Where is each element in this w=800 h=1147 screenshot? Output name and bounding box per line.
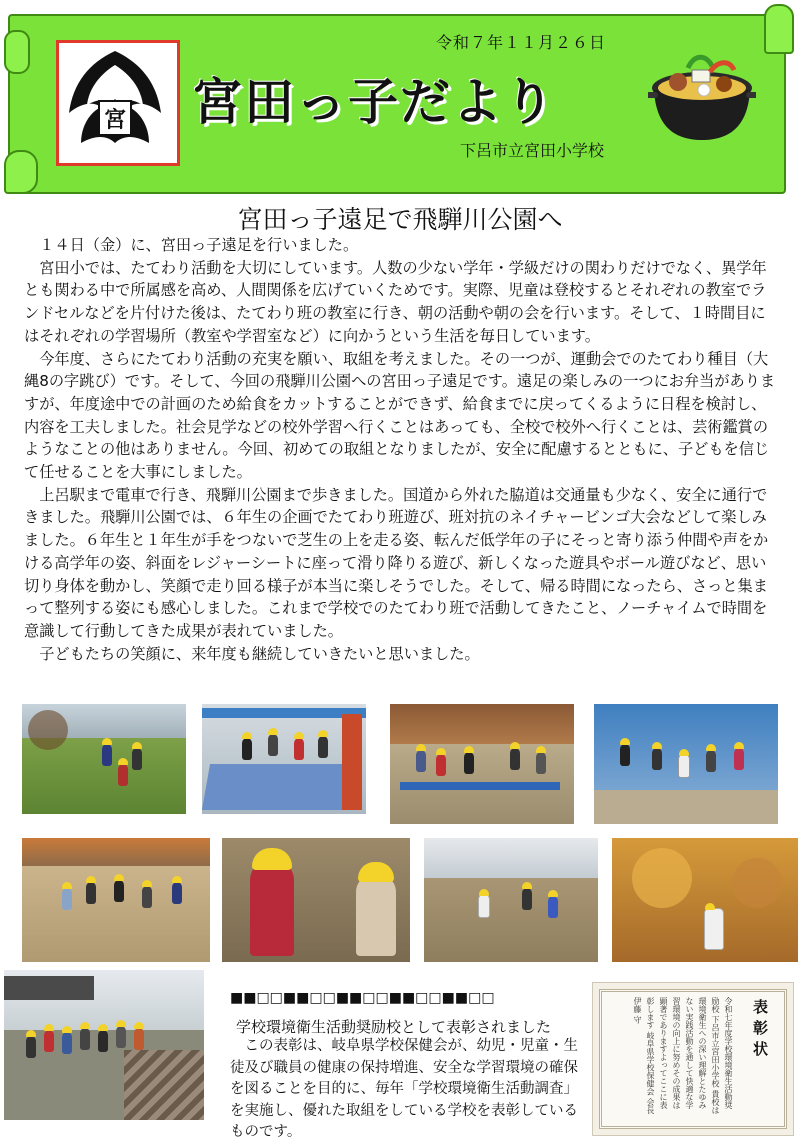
award-description <box>230 1036 586 1144</box>
decorative-box-divider: ■■□□■■□□■■□□■■□□■■□□ <box>230 990 495 1006</box>
photo-two-children-smiling <box>222 838 410 962</box>
photo-climbing-net <box>594 704 778 824</box>
certificate-title: 表彰状 <box>751 999 769 1062</box>
photo-grass-slope <box>22 704 186 814</box>
newsletter-title: 宮田っ子だより <box>192 73 556 131</box>
issue-date: 令和７年１１月２６日 <box>436 33 607 52</box>
article-paragraph: 上呂駅まで電車で行き、飛騨川公園まで歩きました。国道から外れた脇道は交通量も少なく、安全に通行できました。飛騨川公園では、６年生の企画でたてわり班遊び、班対抗のネイチャービンゴ大会などして楽しみました。６年生と１年生が手をつないで芝生の上を走る姿、転んだ低学年の子にそっと寄り添う仲間や声をかける高学年の姿、斜面をレジャーシートに座って滑り降りる遊び、新しくなった遊具やボール遊びなど、思い切り身体を動かし、笑顔で走り回る様子が本当に楽しそうでした。そして、帰る時間になったら、さっと集まって整列する姿にも感心しました。これまで学校でのたてわり班で活動してきたこと、ノーチャイムで時間を意識して行動してきた成果が表れていました。 <box>24 485 769 640</box>
article-paragraph: １４日（金）に、宮田っ子遠足を行いました。 <box>39 236 359 254</box>
photo-group-at-station <box>4 970 204 1120</box>
scroll-curl-left <box>4 30 30 74</box>
emblem-character: 宮 <box>103 108 127 133</box>
certificate-text: 令和七年度学校環境衛生活動奨励校 下呂市立宮田小学校 貴校は環境衛生への深い理解とたゆみない実践活動を通して快適な学習環境の向上に努めその成果は顕著でありますよってここに表彰します 岐阜県学校保健会 会長 伊藤 守 <box>633 997 733 1115</box>
article-paragraph: 今年度、さらにたてわり活動の充実を願い、取組を考えました。その一つが、運動会でのたてわり種目（大縄8の字跳び）です。そして、今回の飛騨川公園への宮田っ子遠足です。遠足の楽しみの一つにお弁当がありますが、年度途中での計画のため給食をカットすることができず、給食までに戻ってくるように日程を検討し、内容を工夫しました。社会見学などの校外学習へ行くことはあっても、全校で校外へ行くことは、芸術鑑賞のようなことの他はありません。今回、初めての取組となりましたが、安全に配慮するとともに、子どもを信じて任せることを大事にしました。 <box>24 349 776 482</box>
article-headline: 宮田っ子遠足で飛騨川公園へ <box>237 205 563 234</box>
photo-playground-slide <box>202 704 366 814</box>
award-paragraph: この表彰は、岐阜県学校保健会が、幼児・児童・生徒及び職員の健康の保持増進、安全な学習環境の確保を図ることを目的に、毎年「学校環境衛生活動調査」を実施し、優れた取組をしている学校を表彰しているものです。 <box>230 1038 578 1140</box>
article-paragraph: 子どもたちの笑顔に、来年度も継続していきたいと思いました。 <box>39 644 480 663</box>
newsletter-banner <box>0 0 800 200</box>
photo-autumn-leaves <box>612 838 798 962</box>
photo-running-field <box>424 838 598 962</box>
photo-team-game <box>22 838 210 962</box>
article-paragraph: 宮田小では、たてわり活動を大切にしています。人数の少ない学年・学級だけの関わりだけでなく、異学年とも関わる中で所属感を高め、人間関係を広げていくためです。実際、児童は登校するとそれぞれの教室でランドセルなどを片付けた後は、たてわり班の教室に行き、朝の活動や朝の会を行います。そして、１時間目にはそれぞれの学習場所（教室や学習室など）に向かうという生活を毎日しています。 <box>24 258 767 345</box>
photo-seesaw-play <box>390 704 574 824</box>
scroll-curl-top-right <box>764 4 794 54</box>
hotpot-illustration <box>648 48 756 144</box>
article-body <box>24 234 776 665</box>
school-emblem-logo <box>56 40 180 166</box>
award-heading: 学校環境衛生活動奨励校として表彰されました <box>236 1018 552 1036</box>
scroll-curl-bottom-left <box>4 150 38 194</box>
school-name: 下呂市立宮田小学校 <box>460 141 605 160</box>
award-certificate-image <box>592 982 794 1136</box>
